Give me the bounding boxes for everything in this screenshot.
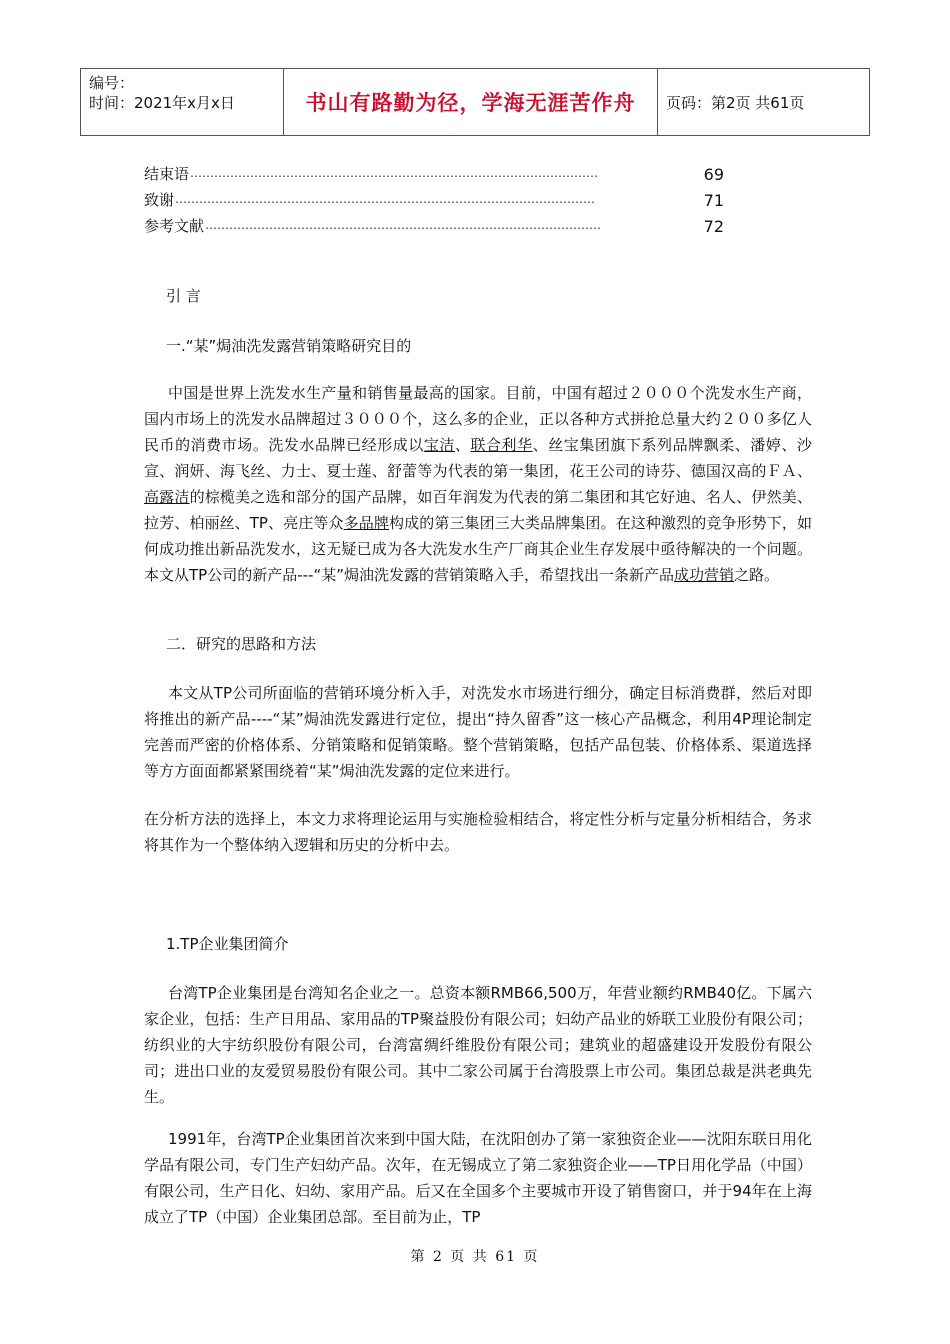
header-motto: 书山有路勤为径，学海无涯苦作舟 (284, 69, 658, 135)
toc-leader-dots: ………………………………………………………………………………………… (190, 166, 599, 180)
link-duopinpai[interactable]: 多品牌 (343, 514, 389, 532)
document-number-label: 编号： (89, 74, 135, 92)
toc-entry-page: 72 (703, 217, 724, 236)
link-baojie[interactable]: 宝洁 (423, 436, 455, 454)
toc-entry-acknowledgements[interactable] (144, 184, 724, 210)
page-footer: 第 2 页 共 61 页 (410, 1249, 540, 1265)
intro-paragraph-3: 在分析方法的选择上，本文力求将理论运用与实施检验相结合，将定性分析与定量分析相结合，务求将其作为一个整体纳入逻辑和历史的分析中去。 (144, 810, 812, 854)
toc-entry-label: 参考文献 (144, 217, 205, 235)
toc-leader-dots: ……………………………………………………………………………………… (205, 218, 602, 232)
toc-entry-label: 致谢 (144, 191, 175, 209)
table-of-contents (144, 158, 724, 236)
document-time-label: 时间：2021年x月x日 (89, 94, 235, 112)
toc-entry-page: 71 (703, 191, 724, 210)
chapter-1-paragraph-2: 1991年，台湾TP企业集团首次来到中国大陆，在沈阳创办了第一家独资企业——沈阳东联日用化学品有限公司，专门生产妇幼产品。次年，在无锡成立了第二家独资企业——TP日用化学品（中国）有限公司，生产日化、妇幼、家用产品。后又在全国多个主要城市开设了销售窗口，并于94年在上海成立了TP（中国）企业集团总部。至目前为止，TP (144, 1130, 812, 1226)
header-meta-cell (81, 69, 284, 135)
header-page-info: 页码：第2页 共61页 (666, 93, 805, 112)
intro-paragraph-1: 中国是世界上洗发水生产量和销售量最高的国家。目前，中国有超过２０００个洗发水生产商，国内市场上的洗发水品牌超过３０００个，这么多的企业，正以各种方式拼抢总量大约２００多亿人民币的消费市场。洗发水品牌已经形成以宝洁、联合利华、丝宝集团旗下系列品牌飘柔、潘婷、沙宣、润妍、海飞丝、力士、夏士莲、舒蕾等为代表的第一集团，花王公司的诗芬、德国汉高的ＦＡ、高露洁的棕榄美之选和部分的国产品牌，如百年润发为代表的第二集团和其它好迪、名人、伊然美、拉芳、柏丽丝、TP、亮庄等众多品牌构成的第三集团三大类品牌集团。在这种激烈的竞争形势下，如何成功推出新品洗发水，这无疑已成为各大洗发水生产厂商其企业生存发展中亟待解决的一个问题。本文从TP公司的新产品---“某”焗油洗发露的营销策略入手，希望找出一条新产品成功营销之路。 (144, 384, 812, 584)
toc-entry-conclusion[interactable] (144, 158, 724, 184)
chapter-1-paragraph-1: 台湾TP企业集团是台湾知名企业之一。总资本额RMB66,500万，年营业额约RMB40亿。下属六家企业，包括：生产日用品、家用品的TP聚益股份有限公司；妇幼产品业的娇联工业股份有限公司；纺织业的大宇纺织股份有限公司，台湾富绸纤维股份有限公司；建筑业的超盛建设开发股份有限公司；进出口业的友爱贸易股份有限公司。其中二家公司属于台湾股票上市公司。集团总裁是洪老典先生。 (144, 984, 812, 1106)
link-chenggong-yingxiao[interactable]: 成功营销 (674, 566, 735, 584)
link-lianhe-lihua[interactable]: 联合利华 (470, 436, 533, 454)
section-2-heading: 二．研究的思路和方法 (166, 635, 317, 653)
toc-entry-references[interactable] (144, 210, 724, 236)
intro-paragraph-2: 本文从TP公司所面临的营销环境分析入手，对洗发水市场进行细分，确定目标消费群，然后对即将推出的新产品----“某”焗油洗发露进行定位，提出“持久留香”这一核心产品概念，利用4P理论制定完善而严密的价格体系、分销策略和促销策略。整个营销策略，包括产品包装、价格体系、渠道选择等方方面面都紧紧围绕着“某”焗油洗发露的定位来进行。 (144, 684, 812, 780)
link-gaolujie[interactable]: 高露洁 (144, 488, 190, 506)
intro-heading: 引 言 (166, 287, 201, 305)
header-table (80, 68, 870, 136)
toc-entry-label: 结束语 (144, 165, 190, 183)
toc-entry-page: 69 (703, 165, 724, 184)
toc-leader-dots: …………………………………………………………………………………………… (175, 192, 596, 206)
section-1-heading: 一.“某”焗油洗发露营销策略研究目的 (166, 337, 412, 355)
chapter-1-heading: 1.TP企业集团简介 (166, 935, 289, 953)
